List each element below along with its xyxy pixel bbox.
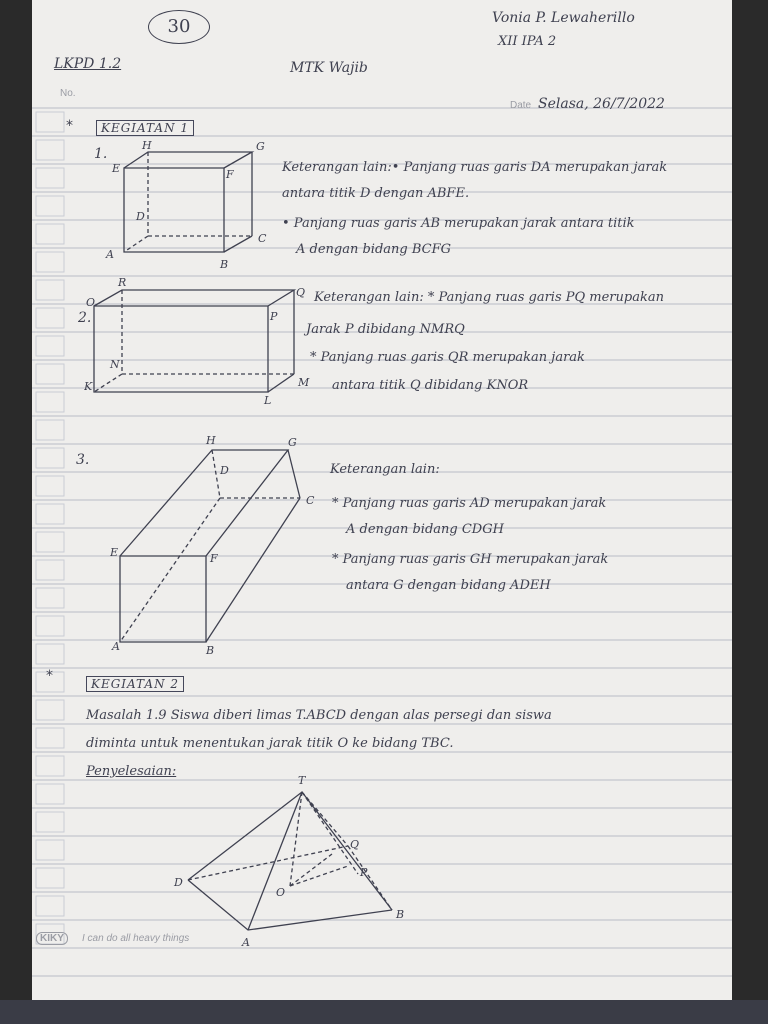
problem2-line1: Keterangan lain: * Panjang ruas garis PQ merupakan [314, 290, 664, 305]
pyramid-vertex-a: A [242, 936, 250, 949]
problem2-vertex-k: K [84, 380, 93, 393]
problem3-line5: antara G dengan bidang ADEH [346, 578, 551, 593]
pyramid-vertex-p: P [360, 866, 368, 879]
problem2-vertex-n: N [110, 358, 120, 371]
desk-surface [0, 1000, 768, 1024]
problem3-line1: Keterangan lain: [330, 462, 440, 477]
section1-title: KEGIATAN 1 [96, 120, 194, 136]
problem1-line3: • Panjang ruas garis AB merupakan jarak antara titik [282, 216, 635, 231]
student-name: Vonia P. Lewaherillo [492, 10, 635, 26]
solution-label: Penyelesaian: [86, 764, 177, 779]
problem2-line2: Jarak P dibidang NMRQ [306, 322, 465, 337]
problem1-vertex-a: A [106, 248, 114, 261]
problem3-vertex-f: F [210, 552, 218, 565]
section1-star: * [66, 118, 73, 134]
page-number: 30 [148, 10, 210, 44]
problem3-line2: * Panjang ruas garis AD merupakan jarak [332, 496, 607, 511]
subject-title: MTK Wajib [290, 60, 368, 76]
footer-brand: KIKY [36, 932, 68, 945]
problem3-vertex-b: B [206, 644, 215, 654]
date-value: Selasa, 26/7/2022 [538, 96, 665, 112]
student-class: XII IPA 2 [498, 34, 557, 49]
problem1-vertex-e: E [112, 162, 121, 175]
date-label: Date [510, 100, 532, 111]
problem1-vertex-b: B [220, 258, 229, 271]
problem3-vertex-c: C [306, 494, 315, 507]
topic-label: LKPD 1.2 [54, 56, 122, 72]
problem3-line3: A dengan bidang CDGH [346, 522, 504, 537]
section2-task-line: diminta untuk menentukan jarak titik O ke bidang TBC. [86, 736, 454, 751]
problem1-line1: Keterangan lain:• Panjang ruas garis DA merupakan jarak [282, 160, 668, 175]
problem1-cube-figure [102, 138, 282, 278]
pyramid-figure [172, 770, 412, 950]
problem2-vertex-r: R [118, 276, 127, 289]
problem2-vertex-p: P [270, 310, 278, 323]
pyramid-vertex-o: O [276, 886, 286, 899]
section2-star: * [46, 668, 53, 684]
pyramid-vertex-b: B [396, 908, 405, 921]
problem3-line4: * Panjang ruas garis GH merupakan jarak [332, 552, 609, 567]
problem3-vertex-g: G [288, 436, 297, 449]
no-label: No. [60, 88, 76, 99]
problem3-prism-figure [110, 432, 330, 654]
notebook-page [32, 0, 732, 1000]
problem2-box-figure [84, 276, 324, 406]
problem2-number: 2. [78, 310, 92, 326]
problem2-line3: * Panjang ruas garis QR merupakan jarak [310, 350, 585, 365]
problem2-vertex-l: L [264, 394, 272, 406]
pyramid-vertex-q: Q [350, 838, 360, 851]
problem1-vertex-f: F [226, 168, 234, 181]
problem1-vertex-g: G [256, 140, 265, 153]
problem1-line2: antara titik D dengan ABFE. [282, 186, 470, 201]
problem1-vertex-d: D [136, 210, 145, 223]
problem3-vertex-h: H [206, 434, 216, 447]
problem2-vertex-m: M [298, 376, 310, 389]
problem1-number: 1. [94, 146, 108, 162]
problem2-line4: antara titik Q dibidang KNOR [332, 378, 529, 393]
problem1-vertex-c: C [258, 232, 267, 245]
problem1-vertex-h: H [142, 139, 152, 152]
problem1-line4: A dengan bidang BCFG [296, 242, 452, 257]
problem3-number: 3. [76, 452, 90, 468]
pyramid-vertex-t: T [298, 774, 306, 787]
problem2-vertex-q: Q [296, 286, 306, 299]
pyramid-vertex-d: D [174, 876, 183, 889]
problem3-vertex-a: A [112, 640, 120, 653]
section2-problem-line: Masalah 1.9 Siswa diberi limas T.ABCD dengan alas persegi dan siswa [86, 708, 552, 723]
problem3-vertex-d: D [220, 464, 229, 477]
section2-title: KEGIATAN 2 [86, 676, 184, 692]
problem2-vertex-o: O [86, 296, 96, 309]
footer-slogan: I can do all heavy things [82, 933, 190, 944]
problem3-vertex-e: E [110, 546, 119, 559]
